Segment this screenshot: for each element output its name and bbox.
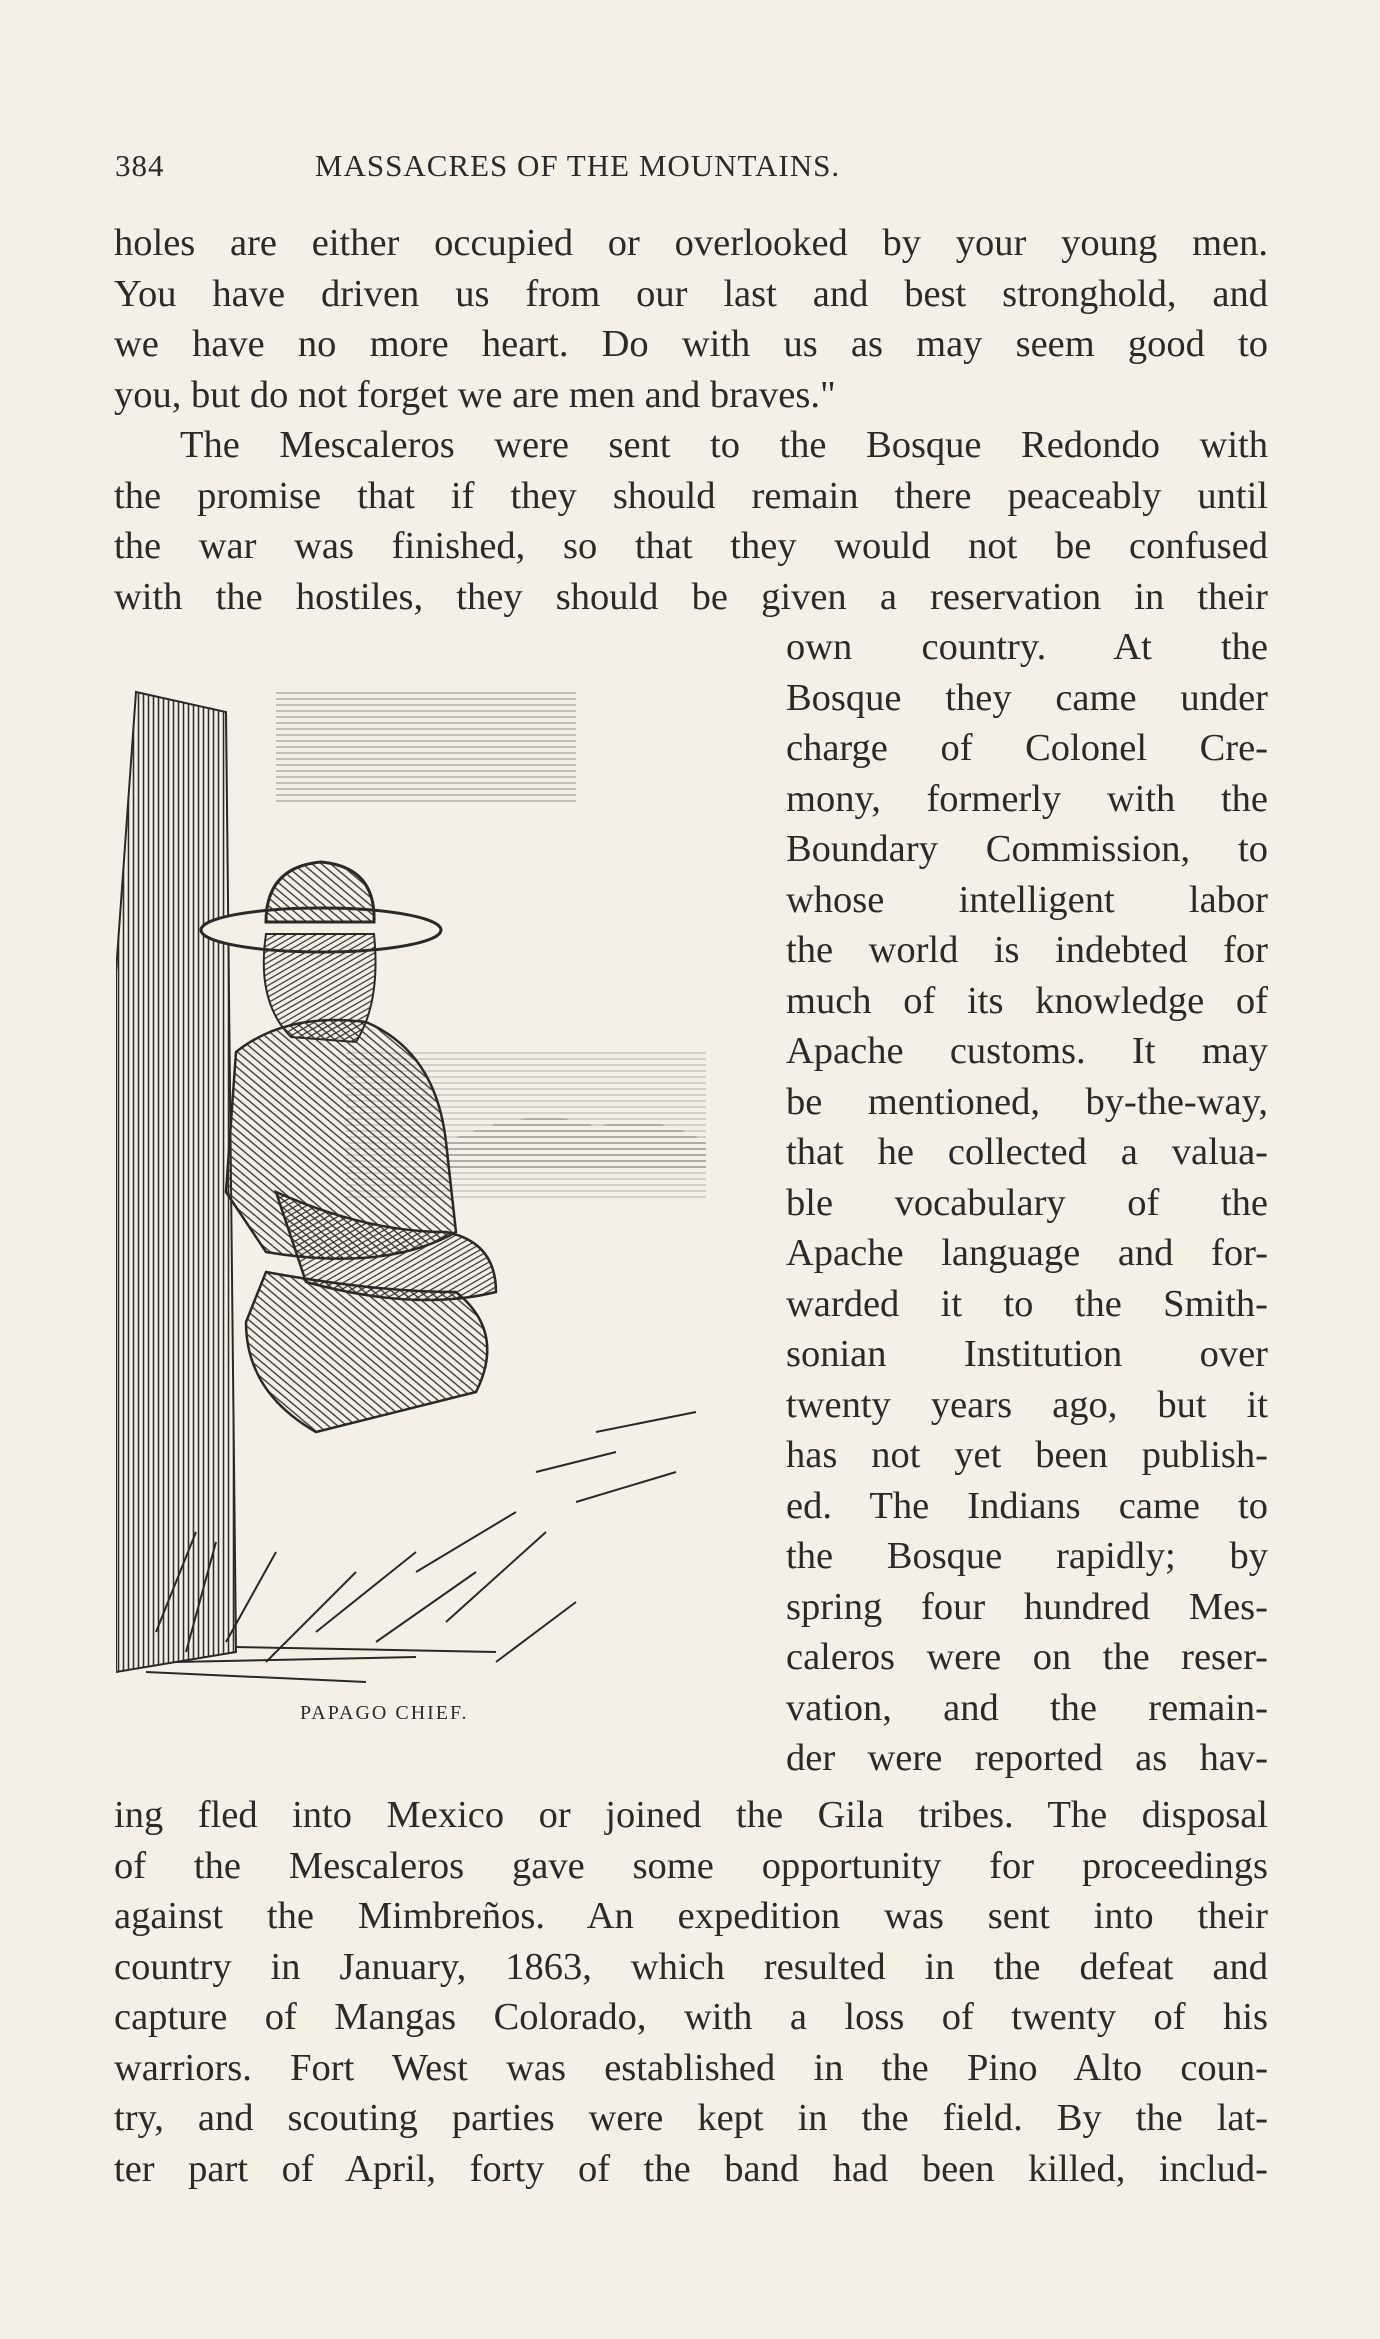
text-line: capture of Mangas Colorado, with a loss of twenty of his bbox=[114, 1996, 1268, 2038]
illustration bbox=[116, 672, 756, 1694]
text-line: Apache customs. It may bbox=[786, 1030, 1268, 1072]
text-line: of the Mescaleros gave some opportunity for proceedings bbox=[114, 1844, 1268, 1887]
text-line: ter part of April, forty of the band had been killed, includ- bbox=[114, 2147, 1268, 2190]
top-text-block bbox=[114, 218, 1268, 622]
text-line: the Bosque rapidly; by bbox=[786, 1535, 1268, 1577]
engraving-seated-man-with-hat-icon bbox=[116, 672, 756, 1694]
text-line: with the hostiles, they should be given a reservation in their bbox=[114, 575, 1268, 618]
wrapped-column-text bbox=[786, 622, 1268, 1784]
text-line: warded it to the Smith- bbox=[786, 1282, 1268, 1325]
running-head bbox=[115, 148, 1000, 192]
text-line: Bosque they came under bbox=[786, 676, 1268, 719]
text-line: You have driven us from our last and best stronghold, and bbox=[114, 272, 1268, 315]
text-line: Boundary Commission, to bbox=[786, 828, 1268, 870]
text-line: spring four hundred Mes- bbox=[786, 1585, 1268, 1628]
figure-caption: PAPAGO CHIEF. bbox=[300, 1702, 469, 1724]
text-line: that he collected a valua- bbox=[786, 1131, 1268, 1173]
bottom-text-block bbox=[114, 1790, 1268, 2194]
text-line: vation, and the remain- bbox=[786, 1686, 1268, 1729]
text-line: try, and scouting parties were kept in the field. By the lat- bbox=[114, 2097, 1268, 2139]
text-line: country in January, 1863, which resulted in the defeat and bbox=[114, 1945, 1268, 1988]
text-line: we have no more heart. Do with us as may seem good to bbox=[114, 323, 1268, 365]
text-line: Apache language and for- bbox=[786, 1232, 1268, 1274]
page-number: 384 bbox=[115, 148, 165, 183]
text-line: ble vocabulary of the bbox=[786, 1181, 1268, 1224]
text-line: has not yet been publish- bbox=[786, 1434, 1268, 1476]
text-line: twenty years ago, but it bbox=[786, 1383, 1268, 1426]
text-line: The Mescaleros were sent to the Bosque Redondo with bbox=[180, 424, 1268, 466]
text-line: you, but do not forget we are men and braves." bbox=[114, 373, 836, 416]
text-line: warriors. Fort West was established in the Pino Alto coun- bbox=[114, 2046, 1268, 2089]
text-line: mony, formerly with the bbox=[786, 777, 1268, 820]
text-line: caleros were on the reser- bbox=[786, 1636, 1268, 1678]
text-line: holes are either occupied or overlooked by your young men. bbox=[114, 222, 1268, 264]
running-title: MASSACRES OF THE MOUNTAINS. bbox=[314, 148, 841, 183]
text-line: the war was finished, so that they would not be confused bbox=[114, 525, 1268, 567]
text-line: much of its knowledge of bbox=[786, 979, 1268, 1022]
text-line: charge of Colonel Cre- bbox=[786, 727, 1268, 769]
text-line: sonian Institution over bbox=[786, 1333, 1268, 1375]
text-line: the promise that if they should remain there peaceably until bbox=[114, 474, 1268, 517]
text-line: the world is indebted for bbox=[786, 929, 1268, 971]
text-line: own country. At the bbox=[786, 626, 1268, 668]
text-line: ed. The Indians came to bbox=[786, 1484, 1268, 1527]
text-line: be mentioned, by-the-way, bbox=[786, 1080, 1268, 1123]
text-line: against the Mimbreños. An expedition was sent into their bbox=[114, 1895, 1268, 1937]
text-line: der were reported as hav- bbox=[786, 1737, 1268, 1779]
text-line: ing fled into Mexico or joined the Gila tribes. The disposal bbox=[114, 1794, 1268, 1836]
text-line: whose intelligent labor bbox=[786, 878, 1268, 921]
